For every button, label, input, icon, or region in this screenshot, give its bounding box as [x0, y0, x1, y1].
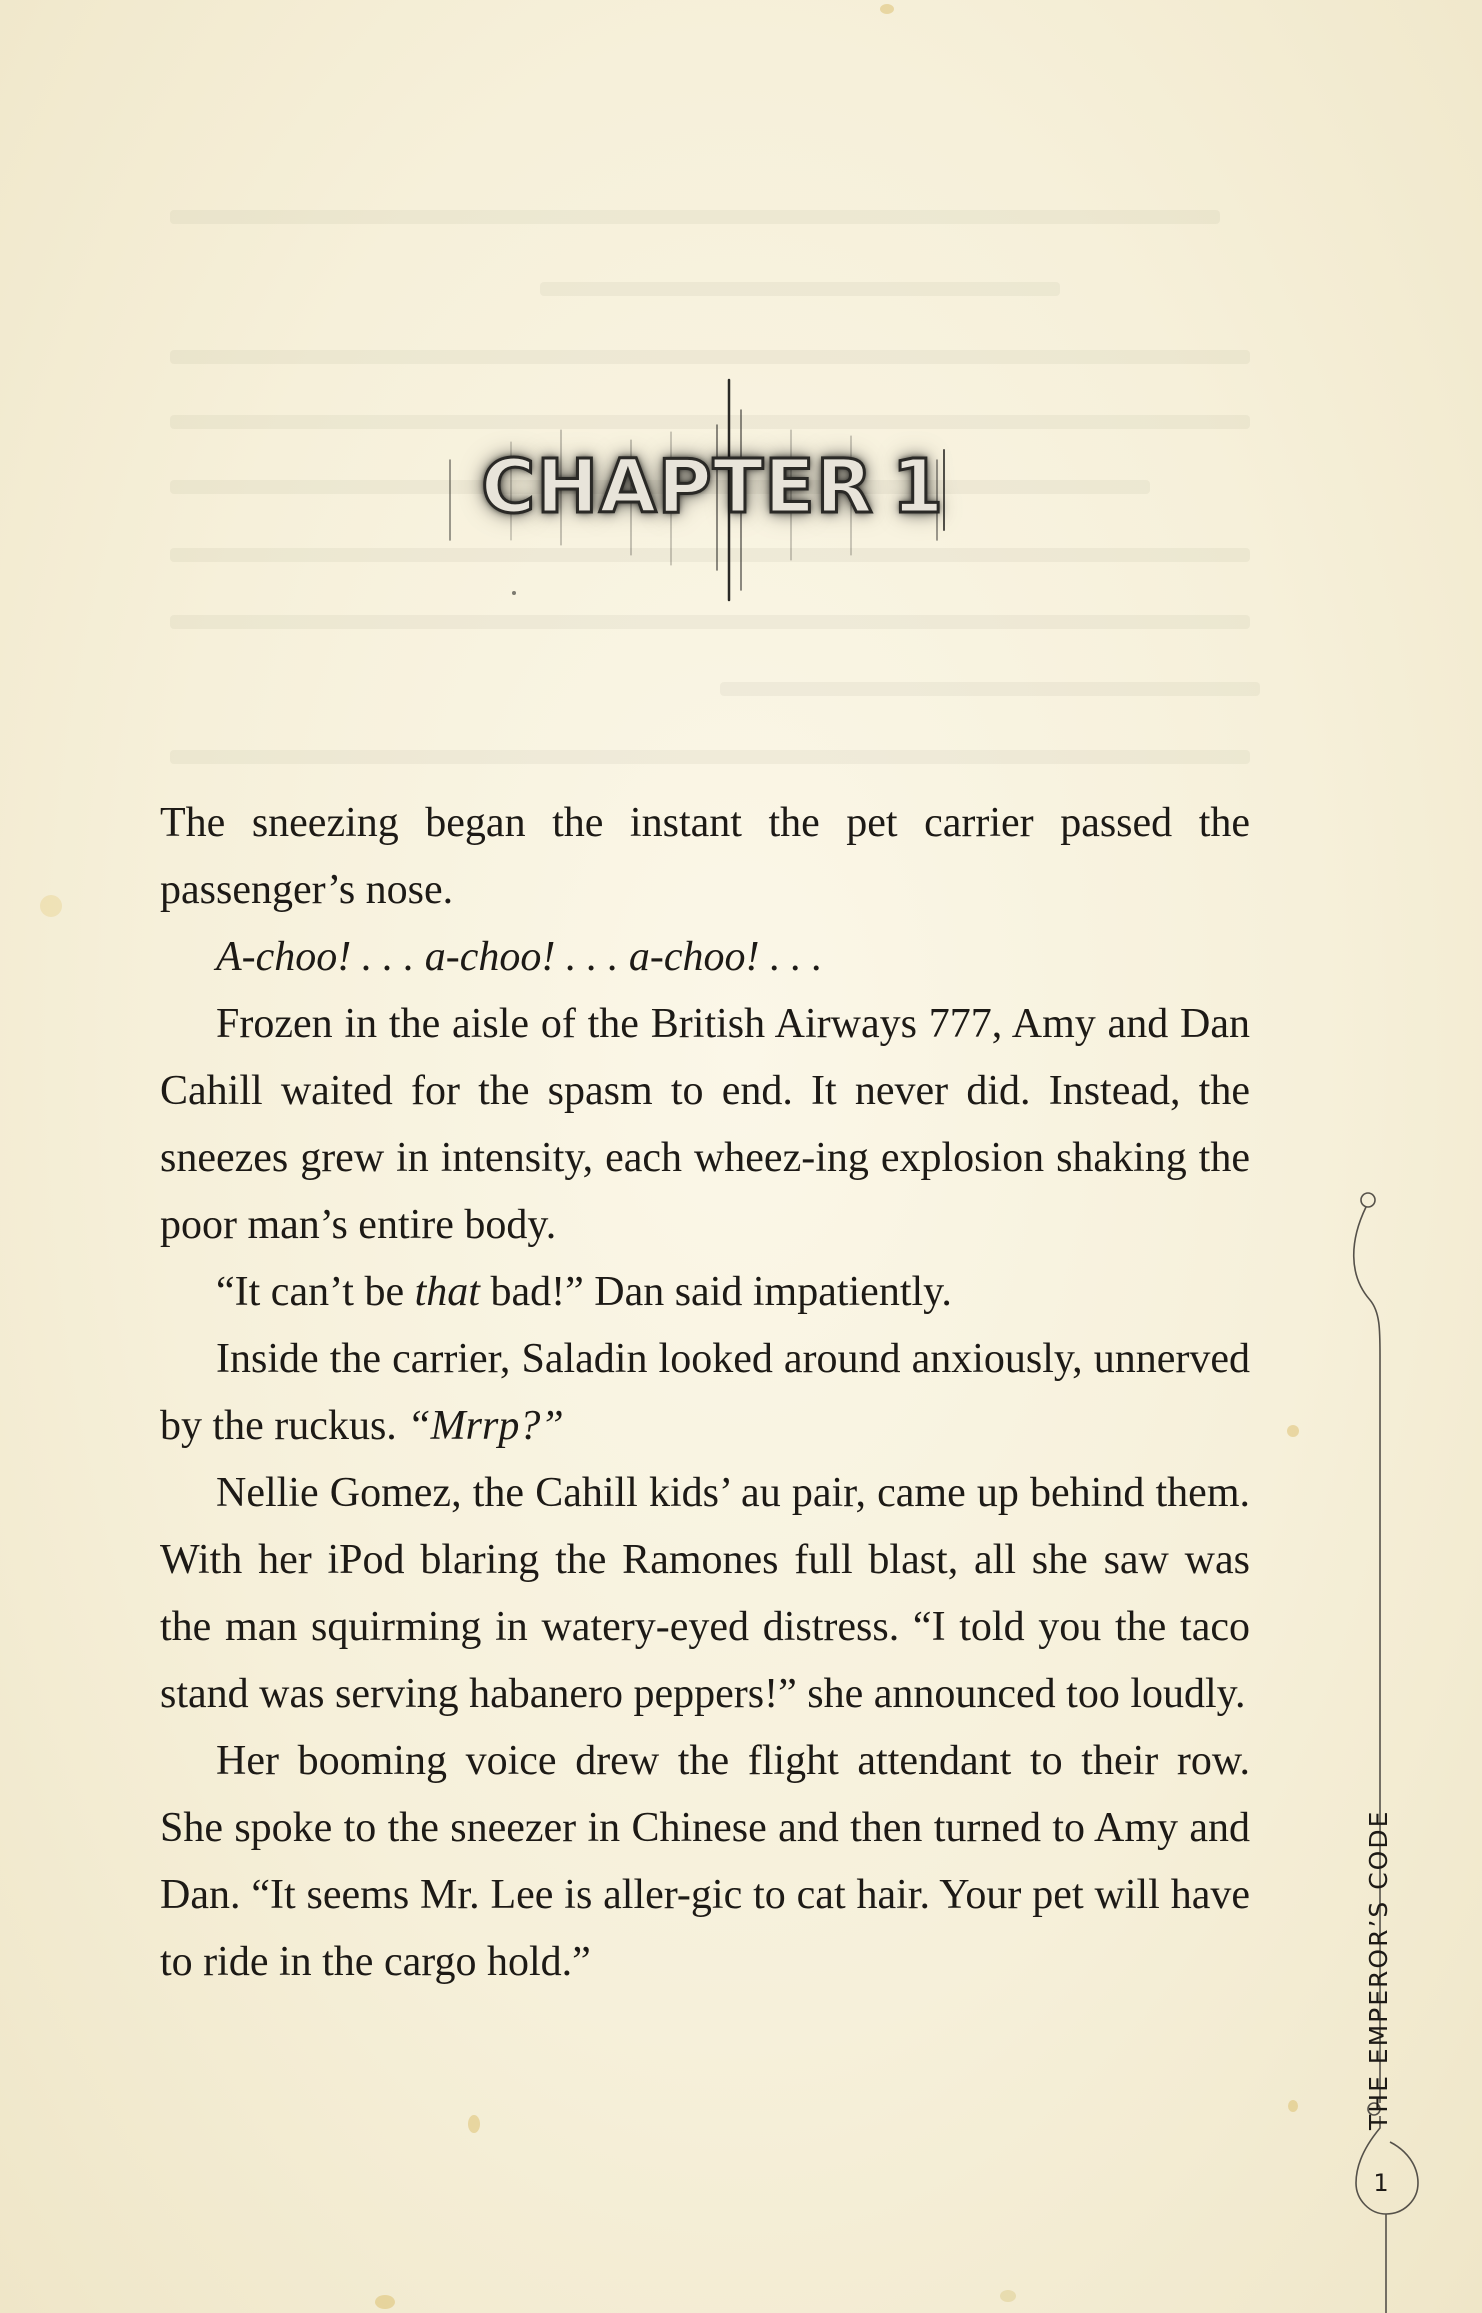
text-segment: Inside the carrier, Saladin looked around anxiously, unnerved by the ruckus.	[160, 1336, 1250, 1449]
running-book-title: THE EMPEROR’S CODE	[1364, 1809, 1393, 2130]
text-segment: bad!” Dan said impatiently.	[479, 1269, 952, 1315]
paragraph	[160, 1326, 1250, 1460]
text-segment: The sneezing began the instant the pet carrier passed the passenger’s nose.	[160, 800, 1250, 913]
text-segment: “It can’t be	[216, 1269, 415, 1315]
paper-speck	[880, 4, 894, 14]
show-through-line	[540, 282, 1060, 296]
show-through-line	[720, 682, 1260, 696]
show-through-line	[170, 750, 1250, 764]
paper-speck	[1000, 2290, 1016, 2302]
paper-speck	[40, 895, 62, 917]
paper-speck	[1288, 2100, 1298, 2112]
chapter-number: 1	[891, 444, 945, 530]
text-segment: Nellie Gomez, the Cahill kids’ au pair, came up behind them. With her iPod blaring the Ramones full blast, all she saw was the man squirming in watery-eyed distress. “I told you the taco stand was serving habanero peppers!” she announced too loudly.	[160, 1470, 1250, 1717]
text-segment: Frozen in the aisle of the British Airways 777, Amy and Dan Cahill waited for the spasm to end. It never did. Instead, the sneezes grew in intensity, each wheez-ing explosion shaking the poor man’s entire body.	[160, 1001, 1250, 1248]
paper-speck	[468, 2115, 480, 2133]
side-ornament-line	[1330, 1180, 1482, 2313]
paper-speck	[375, 2295, 395, 2309]
chapter-body-text	[160, 790, 1250, 1996]
text-segment: Her booming voice drew the flight attendant to their row. She spoke to the sneezer in Chinese and then turned to Amy and Dan. “It seems Mr. Lee is aller-gic to cat hair. Your pet will have to ride in the cargo hold.”	[160, 1738, 1250, 1985]
italic-text: A-choo! . . . a-choo! . . . a-choo! . . .	[216, 934, 823, 980]
paragraph	[160, 991, 1250, 1259]
paragraph	[160, 1259, 1250, 1326]
italic-text: that	[414, 1269, 480, 1315]
paragraph	[160, 924, 1250, 991]
show-through-line	[170, 210, 1220, 224]
show-through-line	[170, 350, 1250, 364]
paragraph	[160, 790, 1250, 924]
page-number: 1	[1373, 2169, 1389, 2197]
chapter-label: CHAPTER	[481, 444, 874, 530]
chapter-title	[481, 444, 945, 530]
paper-speck	[1287, 1425, 1299, 1437]
paragraph	[160, 1460, 1250, 1728]
chapter-heading	[441, 370, 961, 630]
italic-text: “Mrrp?”	[407, 1403, 564, 1449]
paragraph	[160, 1728, 1250, 1996]
